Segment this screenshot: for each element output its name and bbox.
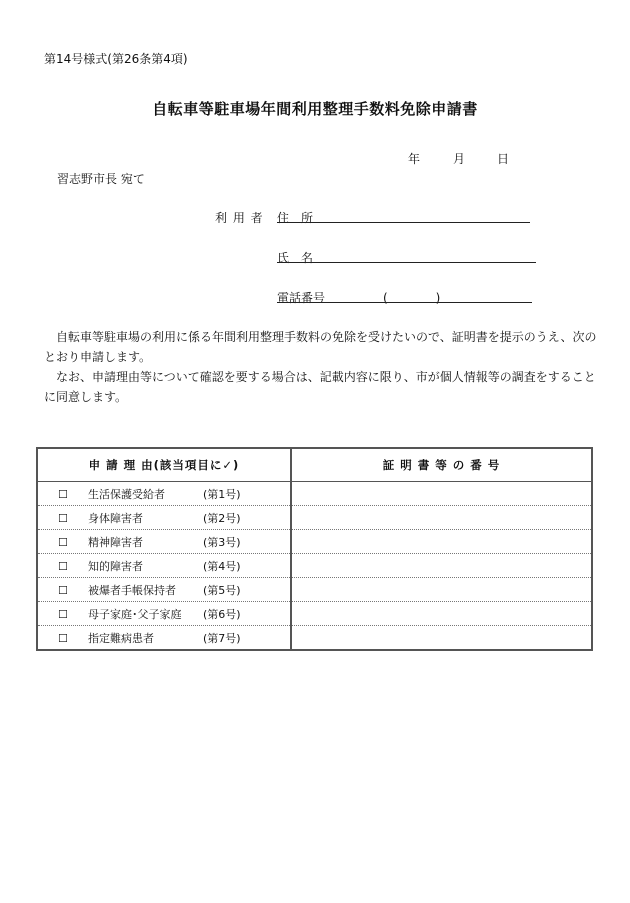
- reason-name: 身体障害者: [88, 511, 143, 525]
- phone-label: 電話番号: [277, 291, 326, 305]
- consent-statement: なお、申請理由等について確認を要する場合は、記載内容に限り、市が個人情報等の調査をすることに同意します。: [44, 370, 596, 404]
- certificate-number-cell[interactable]: [291, 482, 592, 506]
- table-row: [37, 482, 592, 506]
- reason-item: (第7号): [203, 631, 241, 645]
- reason-item: (第4号): [203, 559, 241, 573]
- applicant-label: 利 用 者: [215, 211, 264, 225]
- certificate-number-cell[interactable]: [291, 530, 592, 554]
- checkbox-icon[interactable]: ☐: [58, 559, 68, 573]
- checkbox-icon[interactable]: ☐: [58, 607, 68, 621]
- table-row: [37, 554, 592, 578]
- addressee: 習志野市長 宛て: [57, 172, 145, 186]
- address-label: 住 所: [277, 211, 314, 225]
- header-certificate-number: 証 明 書 等 の 番 号: [291, 448, 592, 482]
- name-label: 氏 名: [277, 251, 314, 265]
- reason-name: 指定難病患者: [88, 631, 154, 645]
- reason-item: (第5号): [203, 583, 241, 597]
- date-day-label: 日: [497, 152, 510, 166]
- name-field[interactable]: [277, 262, 536, 263]
- date-month-label: 月: [453, 152, 466, 166]
- reason-name: 知的障害者: [88, 559, 143, 573]
- application-statement: 自転車等駐車場の利用に係る年間利用整理手数料の免除を受けたいので、証明書を提示のうえ、次のとおり申請します。: [44, 330, 597, 364]
- table-row: [37, 578, 592, 602]
- address-field[interactable]: [277, 222, 530, 223]
- table-row: [37, 530, 592, 554]
- phone-field[interactable]: [277, 302, 532, 303]
- table-row: [37, 506, 592, 530]
- reason-name: 母子家庭･父子家庭: [88, 607, 182, 621]
- form-number: 第14号様式(第26条第4項): [44, 52, 188, 66]
- checkbox-icon[interactable]: ☐: [58, 535, 68, 549]
- reason-table: [36, 447, 593, 651]
- checkbox-icon[interactable]: ☐: [58, 631, 68, 645]
- reason-item: (第6号): [203, 607, 241, 621]
- table-row: [37, 602, 592, 626]
- table-row: [37, 626, 592, 651]
- document-title: 自転車等駐車場年間利用整理手数料免除申請書: [152, 100, 478, 118]
- certificate-number-cell[interactable]: [291, 578, 592, 602]
- reason-item: (第1号): [203, 487, 241, 501]
- certificate-number-cell[interactable]: [291, 554, 592, 578]
- reason-name: 精神障害者: [88, 535, 143, 549]
- checkbox-icon[interactable]: ☐: [58, 511, 68, 525]
- table-header-row: [37, 448, 592, 482]
- reason-item: (第3号): [203, 535, 241, 549]
- checkbox-icon[interactable]: ☐: [58, 583, 68, 597]
- date-year-label: 年: [408, 152, 421, 166]
- reason-name: 被爆者手帳保持者: [88, 583, 176, 597]
- header-reason: 申 請 理 由(該当項目に✓): [37, 448, 291, 482]
- reason-name: 生活保護受給者: [88, 487, 165, 501]
- reason-item: (第2号): [203, 511, 241, 525]
- certificate-number-cell[interactable]: [291, 602, 592, 626]
- certificate-number-cell[interactable]: [291, 626, 592, 651]
- phone-area-paren: ( ): [383, 291, 441, 305]
- checkbox-icon[interactable]: ☐: [58, 487, 68, 501]
- certificate-number-cell[interactable]: [291, 506, 592, 530]
